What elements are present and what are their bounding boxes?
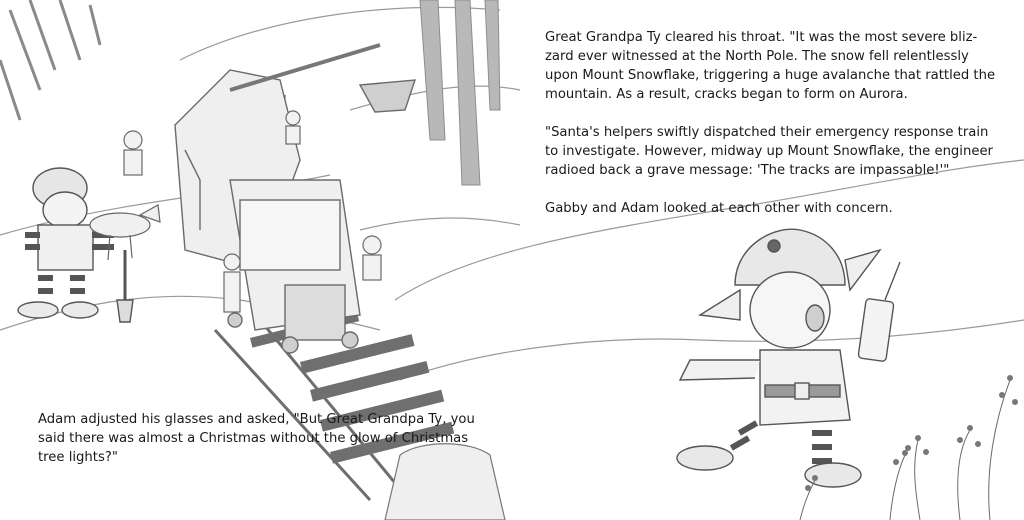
story-paragraph: Adam adjusted his glasses and asked, "But Great Grandpa Ty, you said there was almost a Christmas without the glow of Christmas tree lights?" <box>38 412 475 465</box>
story-paragraph: Gabby and Adam looked at each other with concern. <box>545 201 893 216</box>
elf-with-radio <box>677 229 900 487</box>
elf-with-shovel <box>18 168 133 322</box>
story-text-top <box>545 28 1000 218</box>
story-text-bottom <box>38 410 488 467</box>
tree-trunks <box>420 0 500 185</box>
tree-sketch-left <box>0 0 100 120</box>
emergency-train <box>175 45 415 353</box>
story-paragraph: Great Grandpa Ty cleared his throat. "It was the most severe bliz-zard ever witnessed at the North Pole. The snow fell relentlessly upon Mount Snowflake, triggering a huge avalanche that rattled the mountain. As a result, cracks began to form on Aurora. <box>545 30 996 102</box>
story-paragraph: "Santa's helpers swiftly dispatched their emergency response train to investigate. However, midway up Mount Snowflake, the engineer radioed back a grave message: 'The tracks are impassable!'" <box>545 125 993 178</box>
